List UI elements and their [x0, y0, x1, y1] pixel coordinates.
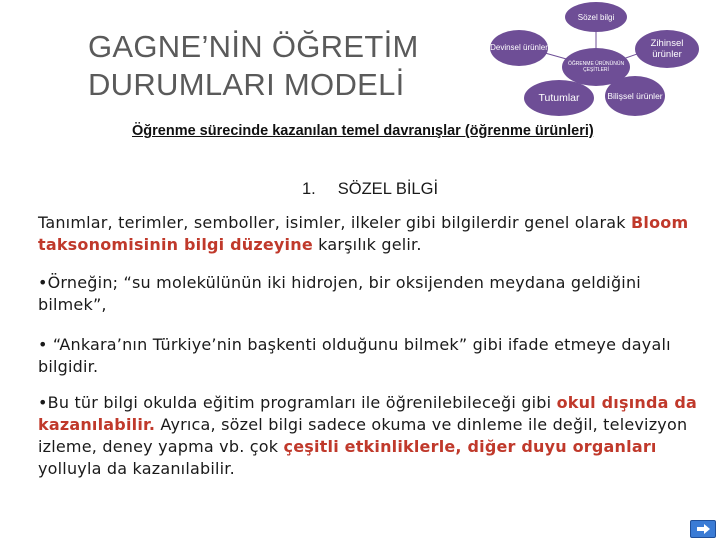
node-sozel-bilgi: Sözel bilgi — [565, 2, 627, 32]
p1-text: Tanımlar, terimler, semboller, isimler, ilkeler gibi bilgilerdir genel olarak — [38, 213, 631, 232]
learning-products-diagram — [470, 0, 720, 120]
section-title: SÖZEL BİLGİ — [337, 180, 439, 198]
paragraph-example-2: • “Ankara’nın Türkiye’nin başkenti olduğunu bilmek” gibi ifade etmeye dayalı bilgidir. — [38, 335, 671, 376]
p1-highlight: Bloom taksonomisinin bilgi düzeyine — [38, 213, 689, 254]
section-heading — [302, 180, 438, 199]
section-number: 1. — [302, 180, 316, 198]
p4-highlight-1: okul dışında da kazanılabilir. — [38, 393, 698, 434]
subtitle: Öğrenme sürecinde kazanılan temel davranışlar (öğrenme ürünleri) — [132, 123, 594, 139]
p4-highlight-2: çeşitli etkinliklerle, diğer duyu organları — [283, 437, 657, 456]
next-arrow-icon — [695, 523, 711, 535]
page-title — [88, 28, 419, 104]
title-line-2: DURUMLARI MODELİ — [88, 67, 405, 102]
next-slide-button[interactable] — [690, 520, 716, 538]
p4-text-e: yolluyla da kazanılabilir. — [38, 459, 235, 478]
node-zihinsel-urunler: Zihinsel ürünler — [635, 30, 699, 68]
p4-text-c: Ayrıca, sözel bilgi sadece okuma ve dinleme ile değil, televizyon izleme, deney yapma vb. çok — [38, 415, 688, 456]
node-devinsel-urunler: Devinsel ürünler — [490, 30, 548, 66]
node-tutumlar: Tutumlar — [524, 80, 594, 116]
paragraph-definition — [38, 212, 708, 256]
p4-text-a: •Bu tür bilgi okulda eğitim programları ile öğrenilebileceği gibi — [38, 393, 557, 412]
p1-text-end: karşılık gelir. — [312, 235, 422, 254]
paragraph-acquisition — [38, 392, 708, 480]
node-center: ÖĞRENME ÜRÜNÜNÜN ÇEŞİTLERİ — [562, 48, 630, 86]
paragraph-example-1: •Örneğin; “su molekülünün iki hidrojen, bir oksijenden meydana geldiğini bilmek”, — [38, 273, 641, 314]
node-bilissel-urunler: Bilişsel ürünler — [605, 76, 665, 116]
title-line-1: GAGNE’NİN ÖĞRETİM — [88, 29, 419, 64]
